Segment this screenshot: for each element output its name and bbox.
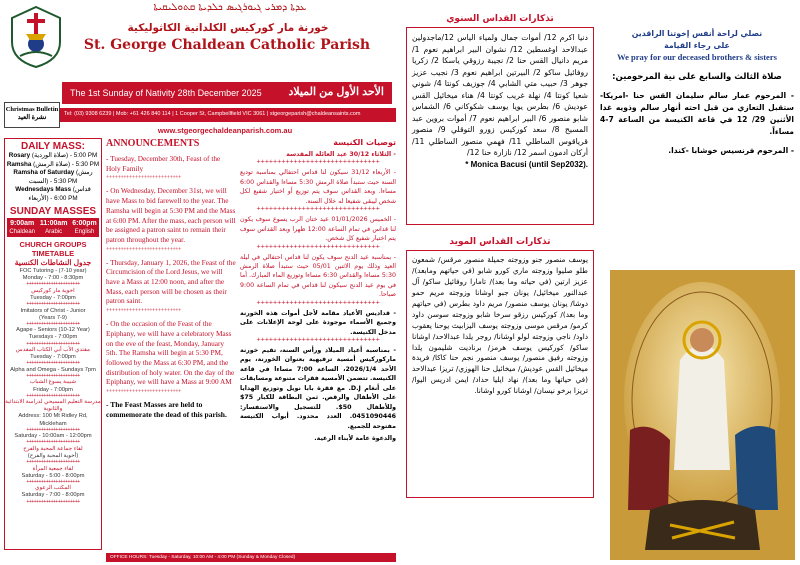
daily-mass-time: - 5:00 PM (69, 152, 98, 159)
divider: ++++++++++++++++++++++ (26, 301, 80, 307)
office-hours-bar: OFFICE HOURS: Tuesday - Saturday, 10:00 AM - 4:00 PM (Sunday & Monday Closed) (106, 553, 396, 562)
group-name: شبيبة يسوع الشباب (29, 379, 77, 386)
memorials-column (406, 14, 594, 559)
bulletin-date-arabic: الأحد الأول من الميلاد (288, 86, 384, 98)
recommendations-title: توصيات الكنيسة (333, 138, 396, 147)
group-time: Tuesday - 7:00pm (30, 294, 76, 301)
group-name: Imitators of Christ - Junior (20, 307, 86, 314)
prayer-arabic-line1: نصلي لراحة أنفس إخوتنا الراقدين (631, 29, 763, 38)
daily-mass-time: - 5:30 PM (49, 177, 78, 185)
group-name: لقاء جمعية المرأة (32, 465, 74, 472)
english-parish-title: St. George Chaldean Catholic Parish (83, 37, 371, 53)
daily-mass-time: - 6:00 PM (50, 194, 78, 202)
recommendations-list (240, 150, 396, 443)
daily-mass-item (5, 152, 101, 161)
divider: ++++++++++++++++++++++++++ (106, 246, 181, 253)
recommendation-item: والدعوة عامة لأبناء الرعية. (314, 434, 396, 442)
bulletin-date-english: The 1st Sunday of Nativity 28th December 2025 (70, 88, 262, 98)
daily-mass-arabic: (صلاة الرمش) (33, 160, 71, 168)
daily-mass-label: Wednesdays Mass (15, 186, 72, 193)
group-name: FOC Tutoring - (7-10 year) (19, 268, 87, 274)
group-name: مدرسة التعليم المسيحي لدراسة الابتدائية والثانوية (5, 399, 101, 413)
prayer-entry-1: - المرحوم عمار سالم سليمان القس حنا -امريكا- ستقبل التعازي من قبل احته أنهار سالم وذويه غدا الأثنين 29/ 12 في قاعة الكنيسة من الساعة 7-4 مساءاً. (600, 91, 794, 136)
divider: ++++++++++++++++++++++++++ (106, 308, 181, 315)
recommendation-item: - بمناسبة أعياد الميلاد ورأس السنة، تقيم خورنة ماركوركيس أمسية ترفيهية بعنوان الخورنة، يوم الأحد 2026/1/4، الساعة 7:00 مساءا في قاعة الكنيسة. تتضمن الأمسية فقرات متنوعة ومسابقات على أنغام D.J. مع فقرة بابا نويل وتوزيع الهدايا على الأطفال والرقص. ثمن البطاقة للكبار 75$ وللأطفال 50$. للتسجيل والاستفسار: 0451090446. العدد محدود. أبواب الكنيسة مفتوحة للجميع. (240, 347, 396, 430)
group-name: مقتدي الأب أبي الكتاب المقدس (15, 347, 91, 353)
arabic-parish-title: خورنة مار كوركيس الكلدانية الكاثوليكية (127, 22, 329, 34)
sunday-masses-table (7, 218, 99, 237)
daily-mass-arabic: (رمش السبت) (28, 169, 93, 185)
back-page (400, 0, 800, 565)
monthly-memorials-text: يوسف منصور جنو وزوجته جميلة منصور مرقس/ شمعون طلو صليوا وزوجته ماري كورو شابو (في حياتهم ومابعد)/ عزيز ارتين (في حياته وما بعد)/ تامارا روفائيل ساكو/ آل عبدالنور ميخائيل/ يونان جبو اوشانا وزوجته مريم حمو دوشا/ يونان يوسف منصور/ مريم داود بطرس (في حياتهم وما بعد)/ كوركيس رزقو سرخا شابو وزوجته سوسن داود كرمو/ مرقس موسى وزوجته يوسف اليزابيث يوحنا يعقوب داود/ ناجي وزوجته لولو اوشانا/ روجر يلدا عبدالاحد/ اوشانا ساكو/ كوركيس يوسف هرمز/ برناديت شليمون يلدا وزوجته رفيق منصور/ يوسف منصور نجم حنا كاكا/ فريدة ميخائيل القس عوديش/ ميخائيل حنا الهوزي/ تريزا عبدالاحد (في حياتها وما بعد)/ نهاد ايليا حداد/ ايمن ادريس اليوا/ تريزا برخو نيسان/ اوشانا كورو اوشانا. (412, 255, 588, 396)
divider: ++++++++++++++++++++++ (26, 498, 80, 505)
divider: ++++++++++++++++++++++ (26, 360, 80, 367)
divider: ++++++++++++++++++++++++++ (106, 389, 181, 396)
group-name: Saturday - 10:00am - 12:00pm (14, 433, 92, 440)
divider: ++++++++++++++++++++++ (26, 392, 80, 399)
divider: ++++++++++++++++++++++++++++++ (256, 206, 380, 213)
daily-mass-item (5, 161, 101, 170)
announcement-item: - Tuesday, December 30th, Feast of the Holy Family (106, 154, 221, 173)
divider: ++++++++++++++++++++++ (26, 320, 80, 327)
sunday-mass-language: Chaldean (7, 228, 37, 237)
announcements-title: ANNOUNCEMENTS (106, 138, 200, 149)
announcement-closing: - The Feast Masses are held to commemorate the dead of this parish. (106, 400, 227, 420)
prayer-day-title: صلاة الثالث والسابع على نية المرحومين: (612, 72, 782, 83)
divider: ++++++++++++++++++++++++++++++ (256, 159, 380, 166)
annual-memorials-title: تذكارات القداس السنوي (446, 14, 554, 24)
daily-mass-label: Ramsha of Saturday (13, 169, 75, 176)
prayer-entry-2: - المرحوم فرنسيس خوشابا -كندا. (668, 146, 794, 156)
annual-memorials-latin: * Monica Bacusi (until Sep2032). (465, 160, 588, 170)
group-name: Agape - Seniors (10-12 Year) (16, 327, 90, 334)
announcements-list (106, 154, 236, 395)
mass-times-panel (4, 138, 102, 550)
badge-english: Christmas Bulletin (5, 106, 59, 113)
christmas-bulletin-badge (4, 102, 60, 128)
annual-memorials-text: دنيا اكرم 12/ أموات جمال ولمياء الياس 12/ماجدولين عبدالاحد اوغسطين 12/ نشوان البير ابراهيم نعوم 1/ مريم دانيال القس حنا 2/ نجيبة رزوقي ياسكا 2/ زكريا روفائيل ساكو 2/ البيرتين ابراهيم نعوم 3/ نجيب عزيز جوهر 3/ حبيب متي الشابي 4/ جوزيف كونتا 4/ شوني شعيا كونتا 4/ نهلة غريب كونتا 4/ هناء ميخائيل القس عوديش 6/ بطرس يويا يوسف شكوكاني 6/ الشماس شابو منصور 6/ البير ابراهيم نعوم 7/ أموات بروين عبد المسيح 8/ سعد كوركيس زورو التوقلي 9/ منصور قرياقوس الساطلي 11/ فهمي منصور الساطلي 11/ أركان ادمون اسمر 12/ نازارة حنا 12/ (412, 33, 589, 158)
divider: ++++++++++++++++++++++ (26, 340, 80, 347)
daily-mass-arabic: (صلاة الوردية) (31, 152, 69, 159)
prayer-english-line: We pray for our deceased brothers & sisters (617, 52, 777, 63)
daily-mass-item (5, 186, 101, 203)
sunday-mass-language: Arabic (37, 228, 70, 237)
group-time: (أخوية المحبة والفرح) (27, 452, 79, 459)
timetable-title-arabic: جدول النشاطات الكنسية (14, 258, 92, 267)
divider: ++++++++++++++++++++++ (26, 459, 80, 465)
recommendations-panel (240, 138, 396, 550)
divider: ++++++++++++++++++++++ (26, 281, 80, 288)
announcement-item: - On Wednesday, December 31st, we will have Mass to bid farewell to the year. The Ramsha will begin at 5:30 PM and the Mass at 6:00 PM. After the mass, each person will be assigned a patron saint to remain their patron throughout the year. (106, 186, 236, 244)
recommendation-item: - الثلاثاء 30/12 عيد العائلة المقدسة (286, 151, 396, 158)
groups-timetable (5, 268, 101, 505)
daily-mass-label: Ramsha (6, 160, 32, 168)
sunday-mass-time: 6:00pm (70, 218, 99, 228)
group-time: Monday - 7:00 - 8:30pm (22, 275, 84, 282)
group-time: Tuesday - 7:00pm (30, 354, 76, 361)
group-name: اخوية مار كوركيس (31, 287, 75, 294)
monthly-memorials-box (406, 250, 594, 498)
sunday-mass-time: 11:00am (37, 218, 70, 228)
badge-arabic: نشرة العيد (17, 114, 47, 122)
daily-mass-label: Rosary (8, 152, 31, 159)
website-link[interactable]: www.stgeorgechaldeanparish.com.au (157, 126, 293, 135)
divider: ++++++++++++++++++++++++++++++ (256, 243, 380, 250)
daily-mass-item (5, 169, 101, 186)
annual-memorials-box (406, 27, 594, 225)
divider: ++++++++++++++++++++++++++++++ (256, 337, 380, 343)
contact-bar: Tel: (03) 9308 6239 | Mob: +61 426 840 114 | 1 Cooper St, Campbellfield VIC 3061 | stgeorgeparish@chaldeansaints.com (4, 108, 396, 122)
daily-mass-arabic: (قداس الأربعاء) (28, 186, 91, 202)
divider: ++++++++++++++++++++++++++++++ (256, 299, 380, 306)
recommendation-item: - بمناسبة عيد الدنح سوف يكون لنا قداس احتفالي في ليلة العيد وذلك يوم الاثنين 05/01 حيث ستبدأ صلاة الرمش 5:30 مساءا والقداس 6:30 مساءا وتوزيع الماء المبارك. أما في يوم عيد الدنح سيكون لنا قداس في تمام الساعة 9:00 صباحا. (240, 253, 396, 299)
sunday-mass-language: English (70, 228, 99, 237)
daily-mass-list (5, 152, 101, 203)
divider: ++++++++++++++++++++++ (26, 426, 80, 433)
daily-mass-title: DAILY MASS: (21, 141, 85, 152)
group-time: (Years 7-9) (39, 314, 67, 321)
divider: ++++++++++++++++++++++ (26, 439, 80, 446)
group-time: Friday - 7:00pm (33, 386, 73, 393)
divider: ++++++++++++++++++++++ (26, 372, 80, 379)
daily-mass-time: - 5:30 PM (71, 160, 100, 168)
divider: ++++++++++++++++++++++++++ (106, 175, 181, 182)
announcement-item: - On the occasion of the Feast of the Epiphany, we will have a celebratory Mass on the eve of the feast, Monday, January 5th. The Ramsha will begin at 5:30 PM, followed by the Mass at 6:30 PM, and the distribution of holy water. On the day of the Epiphany, we will have a Mass at 9:00 AM (106, 319, 235, 387)
monthly-memorials-title: تذكارات القداس المويد (449, 237, 551, 247)
announcement-item: - Thursday, January 1, 2026, the Feast of the Circumcision of the Lord Jesus, we will have a Mass at 12:00 noon, and after the Mass, each person will be chosen as their patron saint. (106, 257, 236, 306)
syriac-title: ܥܕܬܐ ܕܡܪܝ ܓܝܘܪܓܝܣ ܟܠܕܝܬܐ ܩܬܘܠܝܩܝܬܐ (153, 2, 307, 13)
announcements-panel (106, 138, 236, 550)
group-name: لقاء جماعة المحبة والفرح (23, 445, 83, 452)
sunday-mass-time: 9:00am (7, 218, 37, 228)
group-time: Saturday - 7:00 - 8:00pm (21, 492, 85, 499)
timetable-title: CHURCH GROUPS TIMETABLE (19, 240, 87, 258)
resurrection-icon-image (610, 270, 795, 560)
divider: ++++++++++++++++++++++ (26, 478, 80, 485)
recommendation-item: - الأربعاء 31/12 سيكون لنا قداس احتفالي بمناسبة توديع السنة حيث ستبدأ صلاة الرمش 5:30 مساءا والقداس 6:00 مساءا. وبعد القداس سوف يتم توزيع أو اختيار شفيع لكل شخص ليبقى شفيعا له خلال السنة. (240, 169, 396, 205)
group-time: Address: 100 Mt Ridley Rd, Mickleham (18, 413, 88, 427)
prayer-arabic-line2: على رجاء القيامة (664, 40, 730, 50)
bulletin-date-bar (62, 82, 392, 104)
parish-logo-icon (6, 4, 66, 70)
group-time: Tuesdays - 7:00pm (28, 334, 78, 341)
sunday-masses-title: SUNDAY MASSES (9, 206, 97, 217)
prayer-panel (600, 28, 794, 218)
group-name: المكتب الرعوي (35, 485, 71, 492)
group-time: Saturday - 5:00 - 8:00pm (21, 472, 85, 479)
recommendation-item: - الخميس 01/01/2026 عيد ختان الرب يسوع سوف يكون لنا قداس في تمام الساعة 12:00 ظهرا وبعد القداس سوف يتم اختيار شفيع كل شخص. (240, 216, 396, 243)
group-name: Alpha and Omega - Sundays 7pm (10, 366, 96, 373)
recommendation-item: - قداديس الأعياد مقامة لأجل أموات هذه الخورنة وجميع الأسماء موجودة على لوحة الإعلانات على مدخل الكنيسة. (240, 309, 396, 336)
